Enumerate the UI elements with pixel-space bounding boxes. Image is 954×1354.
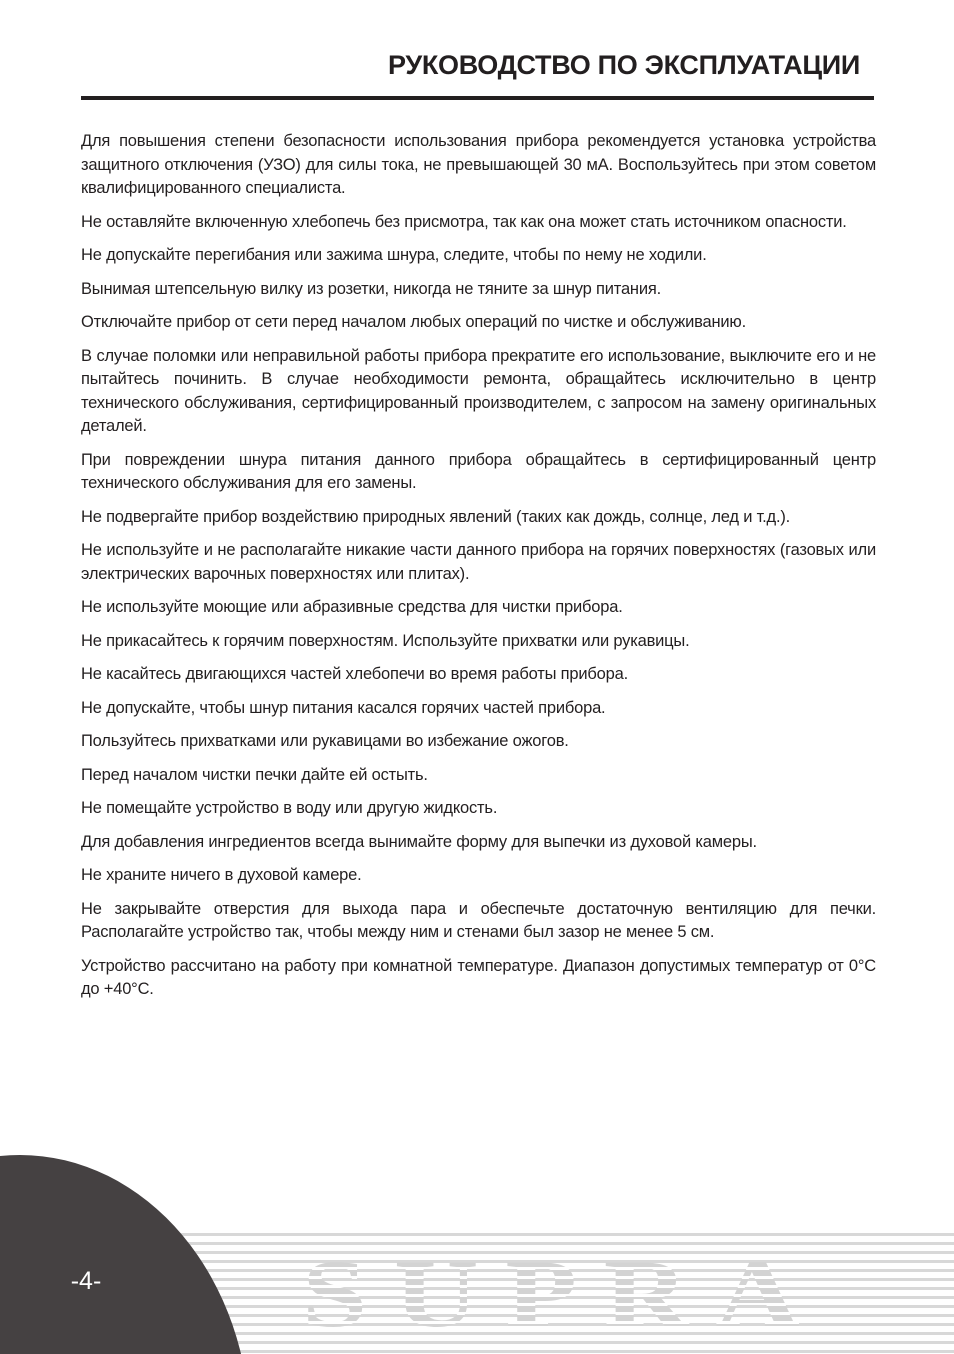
safety-paragraph: Перед началом чистки печки дайте ей остыть. bbox=[81, 765, 428, 784]
safety-paragraph: Вынимая штепсельную вилку из розетки, никогда не тяните за шнур питания. bbox=[81, 279, 661, 298]
safety-paragraph: Не допускайте перегибания или зажима шнура, следите, чтобы по нему не ходили. bbox=[81, 246, 707, 264]
safety-paragraph: Не закрывайте отверстия для выхода пара и обеспечьте достаточную вентиляцию для печки. Располагайте устройство так, чтобы между ним и стенами был зазор не менее 5 см. bbox=[81, 899, 876, 941]
safety-paragraph: Для добавления ингредиентов всегда вынимайте форму для выпечки из духовой камеры. bbox=[81, 832, 757, 851]
supra-brand-watermark: SUPRA bbox=[302, 1240, 827, 1347]
safety-paragraph: Для повышения степени безопасности использования прибора рекомендуется установка устройства защитного отключения (УЗО) для силы тока, не превышающей 30 мА. Воспользуйтесь при этом советом квалифицированного специалиста. bbox=[81, 132, 876, 197]
safety-paragraph: Не храните ничего в духовой камере. bbox=[81, 866, 362, 884]
safety-paragraph: Не касайтесь двигающихся частей хлебопечи во время работы прибора. bbox=[81, 665, 628, 683]
safety-paragraph: Не используйте и не располагайте никакие части данного прибора на горячих поверхностях (газовых или электрических варочных поверхностях или плитах). bbox=[81, 541, 876, 583]
safety-paragraph: Устройство рассчитано на работу при комнатной температуре. Диапазон допустимых температур от 0°С до +40°С. bbox=[81, 956, 876, 998]
safety-paragraph: Не используйте моющие или абразивные средства для чистки прибора. bbox=[81, 598, 623, 616]
safety-paragraph: В случае поломки или неправильной работы прибора прекратите его использование, выключите его и не пытайтесь починить. В случае необходимости ремонта, обращайтесь исключительно в центр технического обслуживания, сертифицированный производителем, с запросом на замену оригинальных деталей. bbox=[81, 346, 876, 435]
safety-paragraph: Не оставляйте включенную хлебопечь без присмотра, так как она может стать источником опасности. bbox=[81, 212, 847, 231]
safety-paragraph: Отключайте прибор от сети перед началом любых операций по чистке и обслуживанию. bbox=[81, 313, 746, 331]
safety-paragraph: Не помещайте устройство в воду или другую жидкость. bbox=[81, 799, 498, 817]
header-divider bbox=[81, 96, 874, 100]
page-title: РУКОВОДСТВО ПО ЭКСПЛУАТАЦИИ bbox=[387, 50, 860, 80]
safety-paragraph: При повреждении шнура питания данного прибора обращайтесь в сертифицированный центр технического обслуживания для его замены. bbox=[81, 450, 876, 492]
page-number: -4- bbox=[70, 1267, 102, 1295]
safety-instructions bbox=[81, 130, 876, 1012]
safety-paragraph: Не подвергайте прибор воздействию природных явлений (таких как дождь, солнце, лед и т.д.). bbox=[81, 507, 791, 526]
safety-paragraph: Не допускайте, чтобы шнур питания касался горячих частей прибора. bbox=[81, 698, 606, 717]
safety-paragraph: Не прикасайтесь к горячим поверхностям. Используйте прихватки или рукавицы. bbox=[81, 631, 690, 650]
safety-paragraph: Пользуйтесь прихватками или рукавицами во избежание ожогов. bbox=[81, 732, 569, 750]
